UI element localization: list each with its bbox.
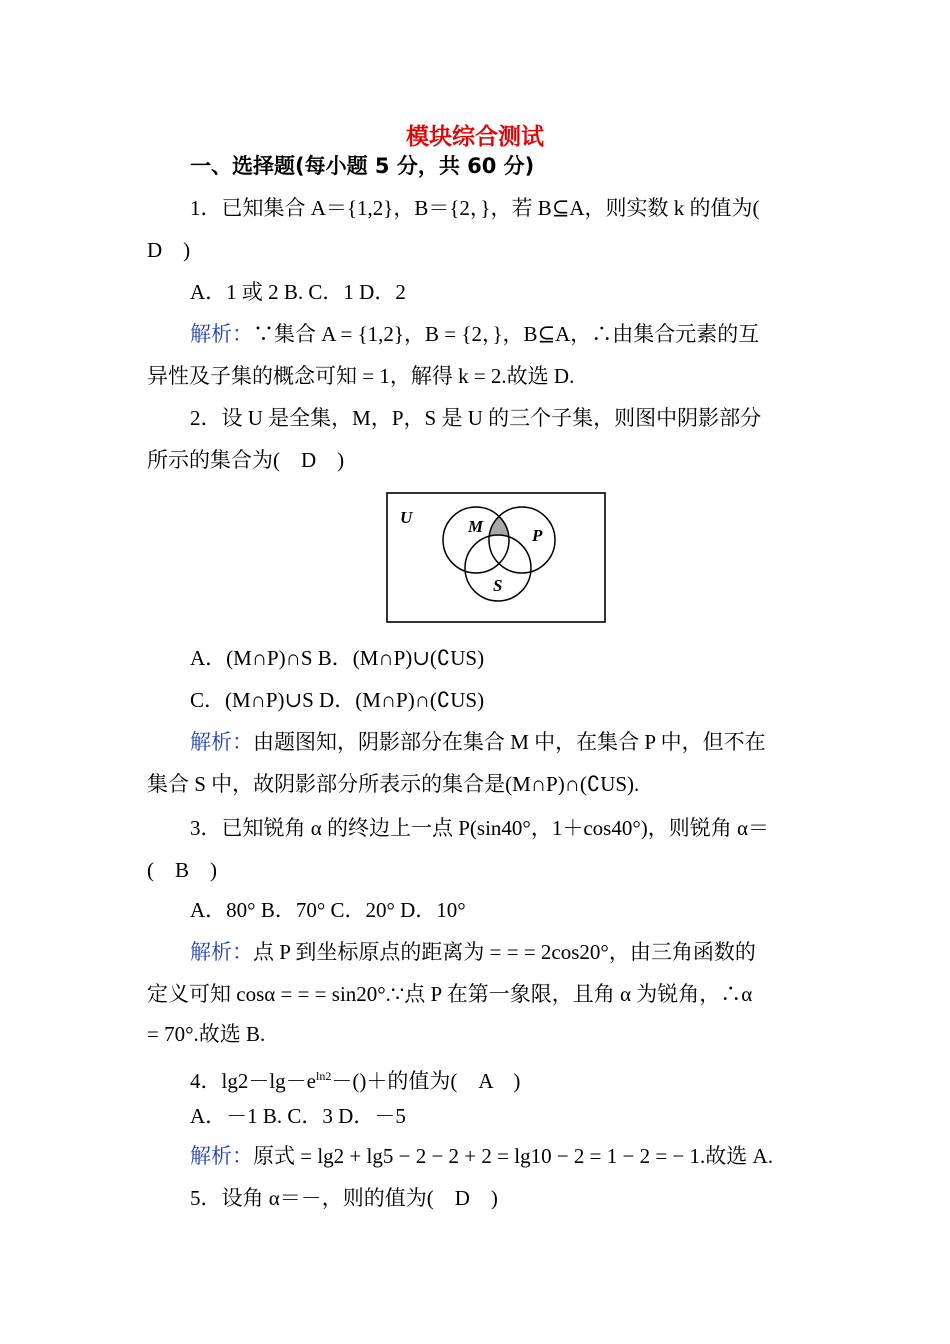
solution-label: 解析： (190, 940, 253, 964)
q1-solution-line-2: 异性及子集的概念可知 = 1，解得 k = 2.故选 D. (147, 364, 575, 388)
solution-label: 解析： (190, 322, 253, 346)
solution-label: 解析： (190, 1144, 253, 1168)
q2-solution-line-1: 解析：由题图知，阴影部分在集合 M 中，在集合 P 中，但不在 (190, 730, 766, 754)
q1-stem: 1．已知集合 A＝{1,2}，B＝{2，}，若 B⊆A，则实数 k 的值为( (190, 196, 760, 220)
q2-solution-line-2: 集合 S 中，故阴影部分所表示的集合是(M∩P)∩(∁US). (147, 772, 640, 796)
q3-solution-line-2: 定义可知 cosα = = = sin20°.∵点 P 在第一象限，且角 α 为锐角，∴α (147, 982, 753, 1006)
q4-solution: 解析：原式 = lg2 + lg5 − 2 − 2 + 2 = lg10 − 2 = 1 − 2 = − 1.故选 A. (190, 1144, 773, 1168)
solution-label: 解析： (190, 730, 253, 754)
section-heading: 一、选择题(每小题 5 分，共 60 分) (190, 154, 535, 178)
q3-options: A．80° B．70° C．20° D．10° (190, 898, 466, 922)
q1-solution-line-1: 解析：∵集合 A = {1,2}，B = {2，}，B⊆A，∴由集合元素的互 (190, 322, 760, 346)
label-s: S (493, 576, 503, 595)
q3-solution-line-1: 解析：点 P 到坐标原点的距离为 = = = 2cos20°，由三角函数的 (190, 940, 756, 964)
label-p: P (532, 526, 543, 545)
q2-options-1: A．(M∩P)∩S B．(M∩P)∪(∁US) (190, 646, 485, 670)
q5-stem: 5．设角 α＝－，则的值为( D ) (190, 1186, 498, 1210)
q3-stem: 3．已知锐角 α 的终边上一点 P(sin40°，1＋cos40°)，则锐角 α＝ (190, 816, 769, 840)
q4-stem: 4．$\lg 2-\lg-e^{ln2}-()+$的值为( A ) (190, 1069, 521, 1093)
q3-answer: ( B ) (147, 858, 217, 882)
q1-answer: D ) (147, 238, 191, 262)
q4-options: A．－1 B. C．3 D．－5 (190, 1104, 406, 1128)
q1-options: A．1 或 2 B. C．1 D．2 (190, 280, 406, 304)
q2-options-2: C．(M∩P)∪S D．(M∩P)∩(∁US) (190, 688, 485, 712)
label-m: M (468, 517, 484, 536)
exponent: ln2 (316, 1069, 332, 1083)
q3-solution-line-3: = 70°.故选 B. (147, 1022, 266, 1046)
page-title: 模块综合测试 (406, 124, 544, 150)
venn-diagram (386, 492, 606, 623)
q2-stem-line-1: 2．设 U 是全集，M，P，S 是 U 的三个子集，则图中阴影部分 (190, 406, 762, 430)
label-u: U (400, 508, 413, 527)
q2-stem-line-2: 所示的集合为( D ) (147, 448, 345, 472)
